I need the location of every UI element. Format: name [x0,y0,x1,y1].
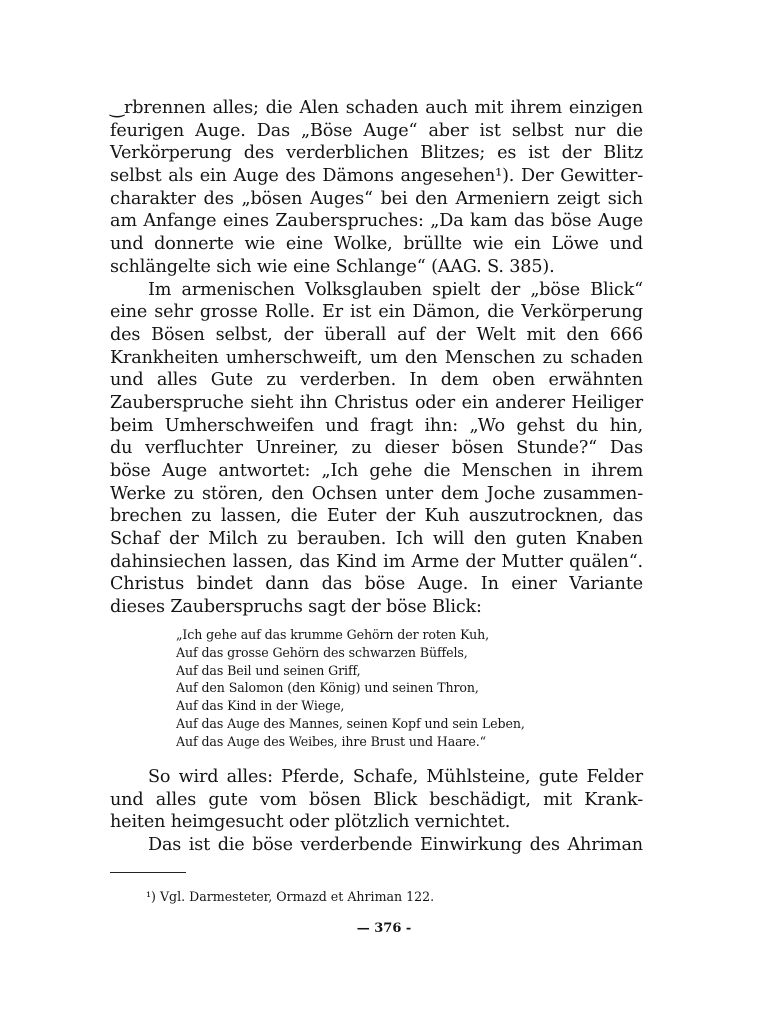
text-line: Krankheiten umherschweift, um den Menschen zu schaden [110,347,643,368]
quote-line: Auf den Salomon (den König) und seinen Thron, [176,680,479,696]
text-line: brechen zu lassen, die Euter der Kuh auszutrocknen, das [110,506,643,527]
text-line: Im armenischen Volksglauben spielt der „böse Blick“ [148,279,643,300]
quote-line: Auf das grosse Gehörn des schwarzen Büffels, [176,644,468,660]
footnote-divider [110,872,186,873]
text-line: schlängelte sich wie eine Schlange“ (AAG. S. 385). [110,256,555,277]
text-line: Christus bindet dann das böse Auge. In einer Variante [110,574,643,595]
text-line: böse Auge antwortet: „Ich gehe die Menschen in ihrem [110,461,643,481]
text-line: selbst als ein Auge des Dämons angesehen¹). Der Gewitter- [110,166,643,187]
text-line: heiten heimgesucht oder plötzlich vernichtet. [110,812,511,833]
text-line: und alles gute vom bösen Blick beschädigt, mit Krank- [110,789,643,810]
quote-line: „Ich gehe auf das krumme Gehörn der roten Kuh, [176,627,490,642]
paragraph-3 [110,766,643,857]
text-line: So wird alles: Pferde, Schafe, Mühlsteine, gute Felder [148,767,643,787]
quote-line: Auf das Auge des Weibes, ihre Brust und Haare.“ [176,733,487,749]
text-line: feurigen Auge. Das „Böse Auge“ aber ist selbst nur die [110,120,643,141]
text-line: beim Umherschweifen und fragt ihn: „Wo gehst du hin, [110,415,643,436]
text-line: und donnerte wie eine Wolke, brüllte wie ein Löwe und [110,234,643,255]
paragraph-2 [110,279,643,619]
quote-line: Auf das Beil und seinen Griff, [176,662,361,678]
text-line: charakter des „bösen Auges“ bei den Armeniern zeigt sich [110,188,643,209]
text-line: des Bösen selbst, der überall auf der Welt mit den 666 [110,324,643,345]
paragraph-1 [110,97,643,279]
quote-line: Auf das Kind in der Wiege, [176,698,345,714]
incantation-quote [176,626,596,751]
text-line: Werke zu stören, den Ochsen unter dem Joche zusammen- [110,483,643,504]
footnote: ¹) Vgl. Darmesteter, Ormazd et Ahriman 122. [146,889,435,904]
text-line: am Anfange eines Zauberspruches: „Da kam das böse Auge [110,211,643,232]
text-line: Das ist die böse verderbende Einwirkung des Ahriman [148,835,643,856]
text-line: dahinsiechen lassen, das Kind im Arme der Mutter quälen“. [110,551,643,572]
quote-line: Auf das Auge des Mannes, seinen Kopf und sein Leben, [176,715,525,731]
text-line: du verfluchter Unreiner, zu dieser bösen Stunde?“ Das [110,438,643,459]
text-line: und alles Gute zu verderben. In dem oben erwähnten [110,370,643,391]
text-line: Verkörperung des verderblichen Blitzes; es ist der Blitz [110,143,643,164]
text-line: Schaf der Milch zu berauben. Ich will den guten Knaben [110,529,643,550]
text-line: eine sehr grosse Rolle. Er ist ein Dämon, die Verkörperung [110,302,643,323]
page-number: — 376 - [356,921,412,936]
text-line: Zauberspruche sieht ihn Christus oder ein anderer Heiliger [110,392,643,413]
main-text [110,97,643,619]
text-line: ‿rbrennen alles; die Alen schaden auch mit ihrem einzigen [110,98,643,118]
text-line: dieses Zauberspruchs sagt der böse Blick: [110,597,482,618]
